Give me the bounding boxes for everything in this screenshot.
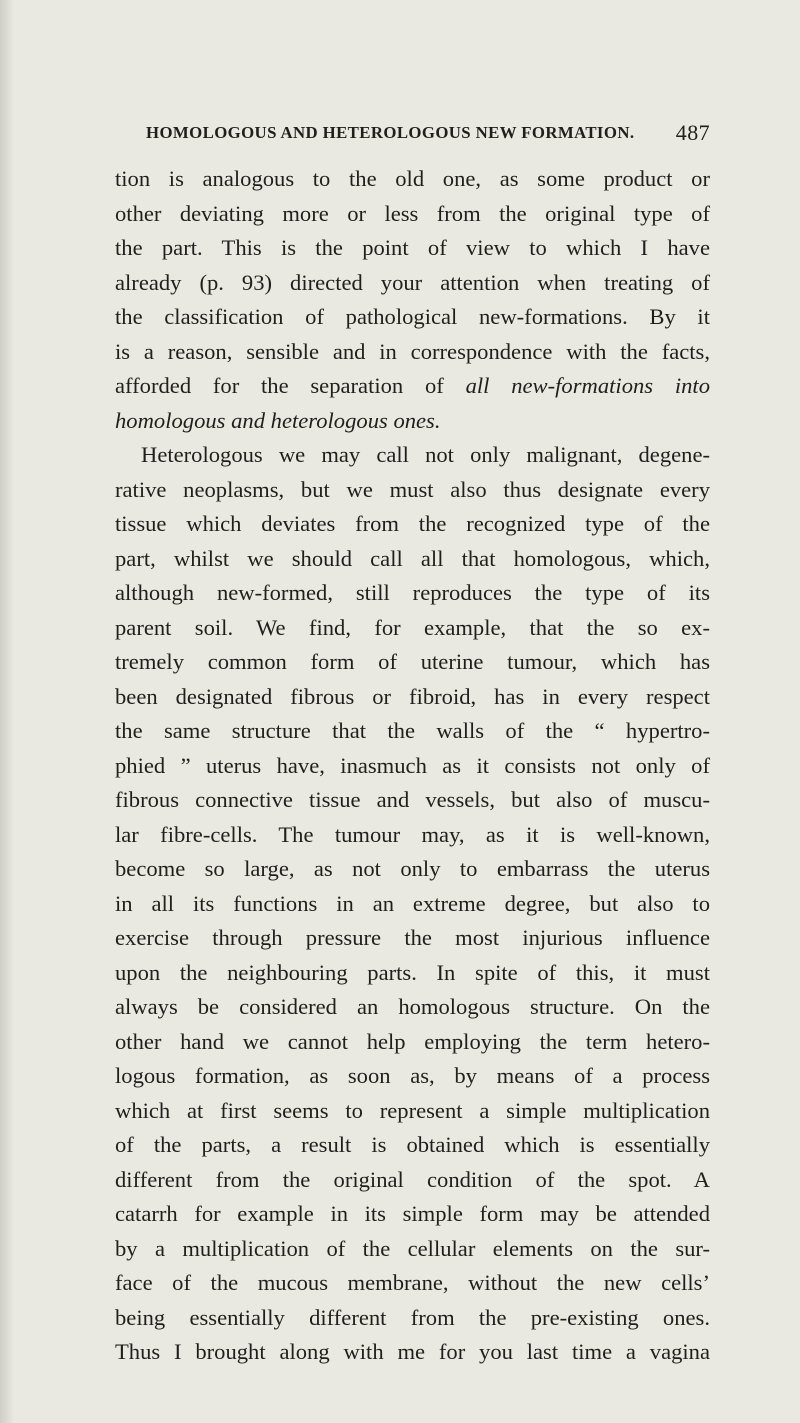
running-title: HOMOLOGOUS AND HETEROLOGOUS NEW FORMATION. (146, 123, 635, 142)
text-line (115, 887, 710, 922)
text-span: the part. This is the point of view to which I have (115, 235, 710, 260)
text-span: become so large, as not only to embarrass the uterus (115, 856, 710, 881)
text-line (115, 266, 710, 301)
text-span: which at first seems to represent a simple multiplication (115, 1097, 710, 1123)
text-line (115, 645, 710, 680)
text-span: in all its functions in an extreme degree, but also to (115, 890, 710, 916)
text-span: afforded for the separation of (115, 373, 466, 398)
text-span: other hand we cannot help employing the term hetero- (115, 1028, 710, 1054)
text-line (115, 852, 710, 887)
text-line (115, 473, 710, 508)
text-line (115, 404, 710, 439)
text-line (115, 1025, 710, 1060)
text-span: Thus I brought along with me for you last time a vagina (115, 1339, 710, 1364)
text-line (115, 542, 710, 577)
text-line (115, 438, 710, 473)
italic-emphasis: homologous and heterologous ones. (115, 407, 441, 433)
running-header (146, 120, 710, 147)
text-span: logous formation, as soon as, by means of a process (115, 1063, 710, 1088)
text-line (115, 231, 710, 266)
text-span: lar fibre-cells. The tumour may, as it is well-known, (115, 821, 710, 847)
text-span: Heterologous we may call not only malignant, degene- (141, 442, 710, 467)
text-span: catarrh for example in its simple form may be attended (115, 1201, 710, 1226)
text-line (115, 921, 710, 956)
text-line (115, 369, 710, 404)
body-text (115, 162, 710, 1370)
text-line (115, 335, 710, 370)
text-span: always be considered an homologous structure. On the (115, 994, 710, 1019)
text-span: different from the original condition of the spot. A (115, 1166, 710, 1192)
text-line (115, 990, 710, 1025)
text-span: phied ” uterus have, inasmuch as it consists not only of (115, 752, 710, 778)
text-span: rative neoplasms, but we must also thus designate every (115, 476, 710, 502)
text-span: already (p. 93) directed your attention when treating of (115, 269, 710, 295)
text-line (115, 162, 710, 197)
text-span: by a multiplication of the cellular elements on the sur- (115, 1235, 710, 1261)
text-span: exercise through pressure the most injurious influence (115, 925, 710, 950)
text-line (115, 507, 710, 542)
text-line (115, 1094, 710, 1129)
text-span: tremely common form of uterine tumour, which has (115, 649, 710, 674)
text-span: being essentially different from the pre-existing ones. (115, 1304, 710, 1330)
text-span: the classification of pathological new-formations. By it (115, 304, 710, 329)
text-span: other deviating more or less from the original type of (115, 200, 710, 226)
text-line (115, 197, 710, 232)
text-line (115, 611, 710, 646)
text-line (115, 300, 710, 335)
text-line (115, 576, 710, 611)
text-line (115, 1197, 710, 1232)
text-span: fibrous connective tissue and vessels, but also of muscu- (115, 787, 710, 812)
italic-emphasis: all new-formations into (465, 373, 711, 398)
text-line (115, 1335, 710, 1370)
text-line (115, 1163, 710, 1198)
text-span: is a reason, sensible and in correspondence with the facts, (115, 338, 710, 364)
page-edge-shadow (0, 0, 14, 1423)
text-span: been designated fibrous or fibroid, has in every respect (115, 683, 710, 709)
text-span: parent soil. We find, for example, that the so ex- (115, 614, 710, 640)
text-line (115, 1059, 710, 1094)
text-span: face of the mucous membrane, without the new cells’ (115, 1270, 710, 1295)
text-line (115, 1128, 710, 1163)
text-line (115, 1266, 710, 1301)
text-span: upon the neighbouring parts. In spite of this, it must (115, 959, 710, 985)
text-line (115, 680, 710, 715)
text-line (115, 1232, 710, 1267)
text-span: of the parts, a result is obtained which is essentially (115, 1132, 710, 1157)
text-span: the same structure that the walls of the “ hypertro- (115, 718, 710, 743)
text-span: tion is analogous to the old one, as some product or (115, 166, 710, 191)
text-line (115, 1301, 710, 1336)
page-number: 487 (675, 120, 710, 145)
text-span: tissue which deviates from the recognized type of the (115, 511, 710, 536)
text-line (115, 749, 710, 784)
text-line (115, 714, 710, 749)
text-line (115, 956, 710, 991)
text-span: although new-formed, still reproduces the type of its (115, 580, 710, 605)
text-line (115, 818, 710, 853)
text-span: part, whilst we should call all that homologous, which, (115, 545, 710, 571)
text-line (115, 783, 710, 818)
